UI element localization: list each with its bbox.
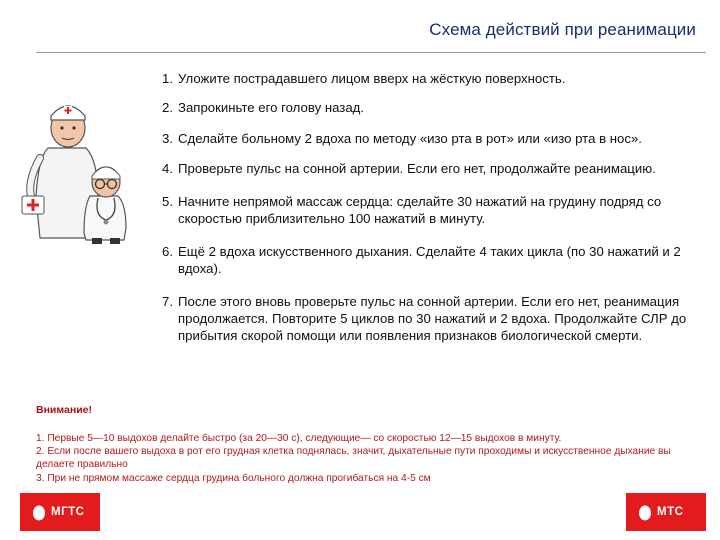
egg-icon [32,503,46,521]
step-text: Сделайте больному 2 вдоха по методу «изо рта в рот» или «изо рта в нос». [178,131,642,146]
note-item: 1. Первые 5—10 выдохов делайте быстро (за 20—30 с), следующие— со скоростью 12—15 выдохов в минуту. [36,433,562,444]
step-text: Уложите пострадавшего лицом вверх на жёсткую поверхность. [178,71,566,86]
egg-icon [638,503,652,521]
warning-notes [36,432,676,485]
step-item [162,293,694,344]
note-item: 2. Если после вашего выдоха в рот его грудная клетка поднялась, значит, дыхательные пути проходимы и искусственное дыхание вы делаете правильно [36,446,671,471]
step-text: После этого вновь проверьте пульс на сонной артерии. Если его нет, реанимация продолжается. Повторите 5 циклов по 30 нажатий и 2 вдоха. Продолжайте СЛР до прибытия скорой помощи или появления признаков биологической смерти. [178,294,687,343]
step-text: Ещё 2 вдоха искусственного дыхания. Сделайте 4 таких цикла (по 30 нажатий и 2 вдоха). [178,244,681,276]
mgts-logo-text: МГТС [51,506,85,518]
step-number: 7. [162,294,173,309]
step-item [162,130,694,147]
step-item [162,193,694,227]
step-number: 2. [162,100,173,115]
step-number: 5. [162,194,173,209]
mts-logo [626,493,706,531]
step-item [162,243,694,277]
step-text: Проверьте пульс на сонной артерии. Если его нет, продолжайте реанимацию. [178,161,656,176]
step-item [162,160,694,177]
page-title: Схема действий при реанимации [429,20,696,39]
mgts-logo [20,493,100,531]
note-item: 3. При не прямом массаже сердца грудина больного должна прогибаться на 4-5 см [36,472,431,484]
resuscitation-steps-list [162,70,694,344]
step-text: Начните непрямой массаж сердца: сделайте 30 нажатий на грудину подряд со скоростью приблизительно 100 нажатий в минуту. [178,194,662,226]
step-number: 4. [162,161,173,176]
step-item [162,70,694,87]
step-number: 3. [162,131,173,146]
mts-logo-text: МТС [657,506,684,518]
step-number: 1. [162,71,173,86]
title-divider [36,52,706,53]
attention-label: Внимание! [36,404,92,416]
step-text: Запрокиньте его голову назад. [178,100,365,115]
step-item [162,99,694,116]
doctors-illustration [18,88,146,246]
step-number: 6. [162,244,173,259]
